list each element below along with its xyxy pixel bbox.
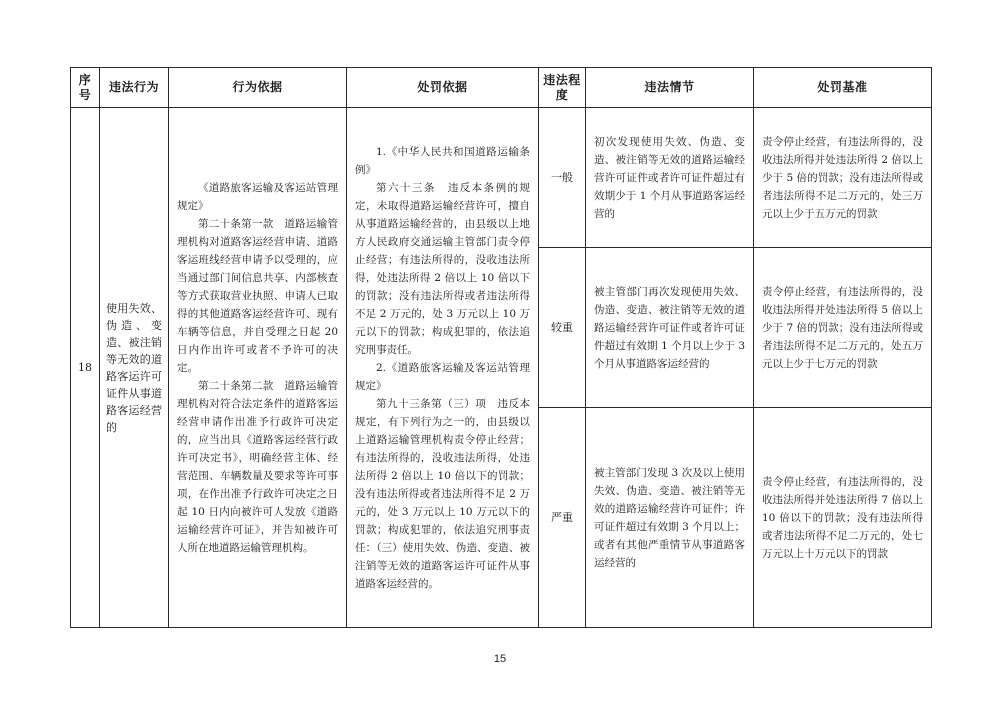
basis-cell xyxy=(169,108,347,628)
penalty-basis-law-2: 2.《道路旅客运输及客运站管理规定》 xyxy=(355,361,530,392)
header-circumstance: 违法情节 xyxy=(586,68,754,108)
degree-cell-serious: 较重 xyxy=(539,248,586,408)
standard-cell-severe: 责令停止经营，有违法所得的，没收违法所得并处违法所得 7 倍以上 10 倍以下的罚款；没有违法所得或者违法所得不足二万元的，处七万元以上十万元以下的罚款 xyxy=(754,408,932,628)
header-basis: 行为依据 xyxy=(169,68,347,108)
penalty-basis-cell xyxy=(347,108,539,628)
header-degree: 违法程度 xyxy=(539,68,586,108)
degree-cell-severe: 严重 xyxy=(539,408,586,628)
seq-cell: 18 xyxy=(71,108,100,628)
basis-article-2: 第二十条第二款 道路运输管理机构对符合法定条件的道路客运经营申请作出准予行政许可决定的，应当出具《道路客运经营行政许可决定书》，明确经营主体、经营范围、车辆数量及要求等许可事项，在作出准予行政许可决定之日起 10 日内向被许可人发放《道路运输经营许可证》，并告知被许可人所在地道路运输管理机构。 xyxy=(177,379,338,554)
basis-article-1: 第二十条第一款 道路运输管理机构对道路客运经营申请、道路客运班线经营申请予以受理的，应当通过部门间信息共享、内部核查等方式获取营业执照、申请人已取得的其他道路客运经营许可、现有车辆等信息，并自受理之日起 20 日内作出许可或者不予许可的决定。 xyxy=(177,217,342,374)
table-row xyxy=(71,108,932,248)
header-standard: 处罚基准 xyxy=(754,68,932,108)
header-penalty-basis: 处罚依据 xyxy=(347,68,539,108)
degree-cell-general: 一般 xyxy=(539,108,586,248)
header-seq: 序号 xyxy=(71,68,100,108)
penalty-basis-article-1: 第六十三条 违反本条例的规定，未取得道路运输经营许可，擅自从事道路运输经营的，由县级以上地方人民政府交通运输主管部门责令停止经营；有违法所得的，没收违法所得，处违法所得 2 倍以上 10 倍以下的罚款；没有违法所得或者违法所得不足 2 万元的，处 3 万元以上 10 万元以下的罚款；构成犯罪的，依法追究刑事责任。 xyxy=(355,181,530,356)
penalty-basis-law-1: 1.《中华人民共和国道路运输条例》 xyxy=(355,145,530,176)
table-header-row xyxy=(71,68,932,108)
basis-title: 《道路旅客运输及客运站管理规定》 xyxy=(177,181,338,212)
standard-cell-general: 责令停止经营，有违法所得的，没收违法所得并处违法所得 2 倍以上少于 5 倍的罚款；没有违法所得或者违法所得不足二万元的，处三万元以上少于五万元的罚款 xyxy=(754,108,932,248)
act-cell: 使用失效、伪造、变造、被注销等无效的道路客运许可证件从事道路客运经营的 xyxy=(100,108,169,628)
penalty-table xyxy=(70,67,932,628)
circumstance-cell-serious: 被主管部门再次发现使用失效、伪造、变造、被注销等无效的道路运输经营许可证件或者许可证件超过有效期 1 个月以上少于 3 个月从事道路客运经营的 xyxy=(586,248,754,408)
circumstance-cell-general: 初次发现使用失效、伪造、变造、被注销等无效的道路运输经营许可证件或者许可证件超过有效期少于 1 个月从事道路客运经营的 xyxy=(586,108,754,248)
standard-cell-serious: 责令停止经营，有违法所得的，没收违法所得并处违法所得 5 倍以上少于 7 倍的罚款；没有违法所得或者违法所得不足二万元的，处五万元以上少于七万元的罚款 xyxy=(754,248,932,408)
circumstance-cell-severe: 被主管部门发现 3 次及以上使用失效、伪造、变造、被注销等无效的道路运输经营许可证件；许可证件超过有效期 3 个月以上；或者有其他严重情节从事道路客运经营的 xyxy=(586,408,754,628)
page-number: 15 xyxy=(493,653,507,665)
header-act: 违法行为 xyxy=(100,68,169,108)
penalty-basis-article-2: 第九十三条第（三）项 违反本规定，有下列行为之一的，由县级以上道路运输管理机构责令停止经营；有违法所得的，没收违法所得，处违法所得 2 倍以上 10 倍以下的罚款；没有违法所得或者违法所得不足 2 万元的，处 3 万元以上 10 万元以下的罚款；构成犯罪的，依法追究刑事责任：（三）使用失效、伪造、变造、被注销等无效的道路客运许可证件从事道路客运经营的。 xyxy=(355,397,530,590)
